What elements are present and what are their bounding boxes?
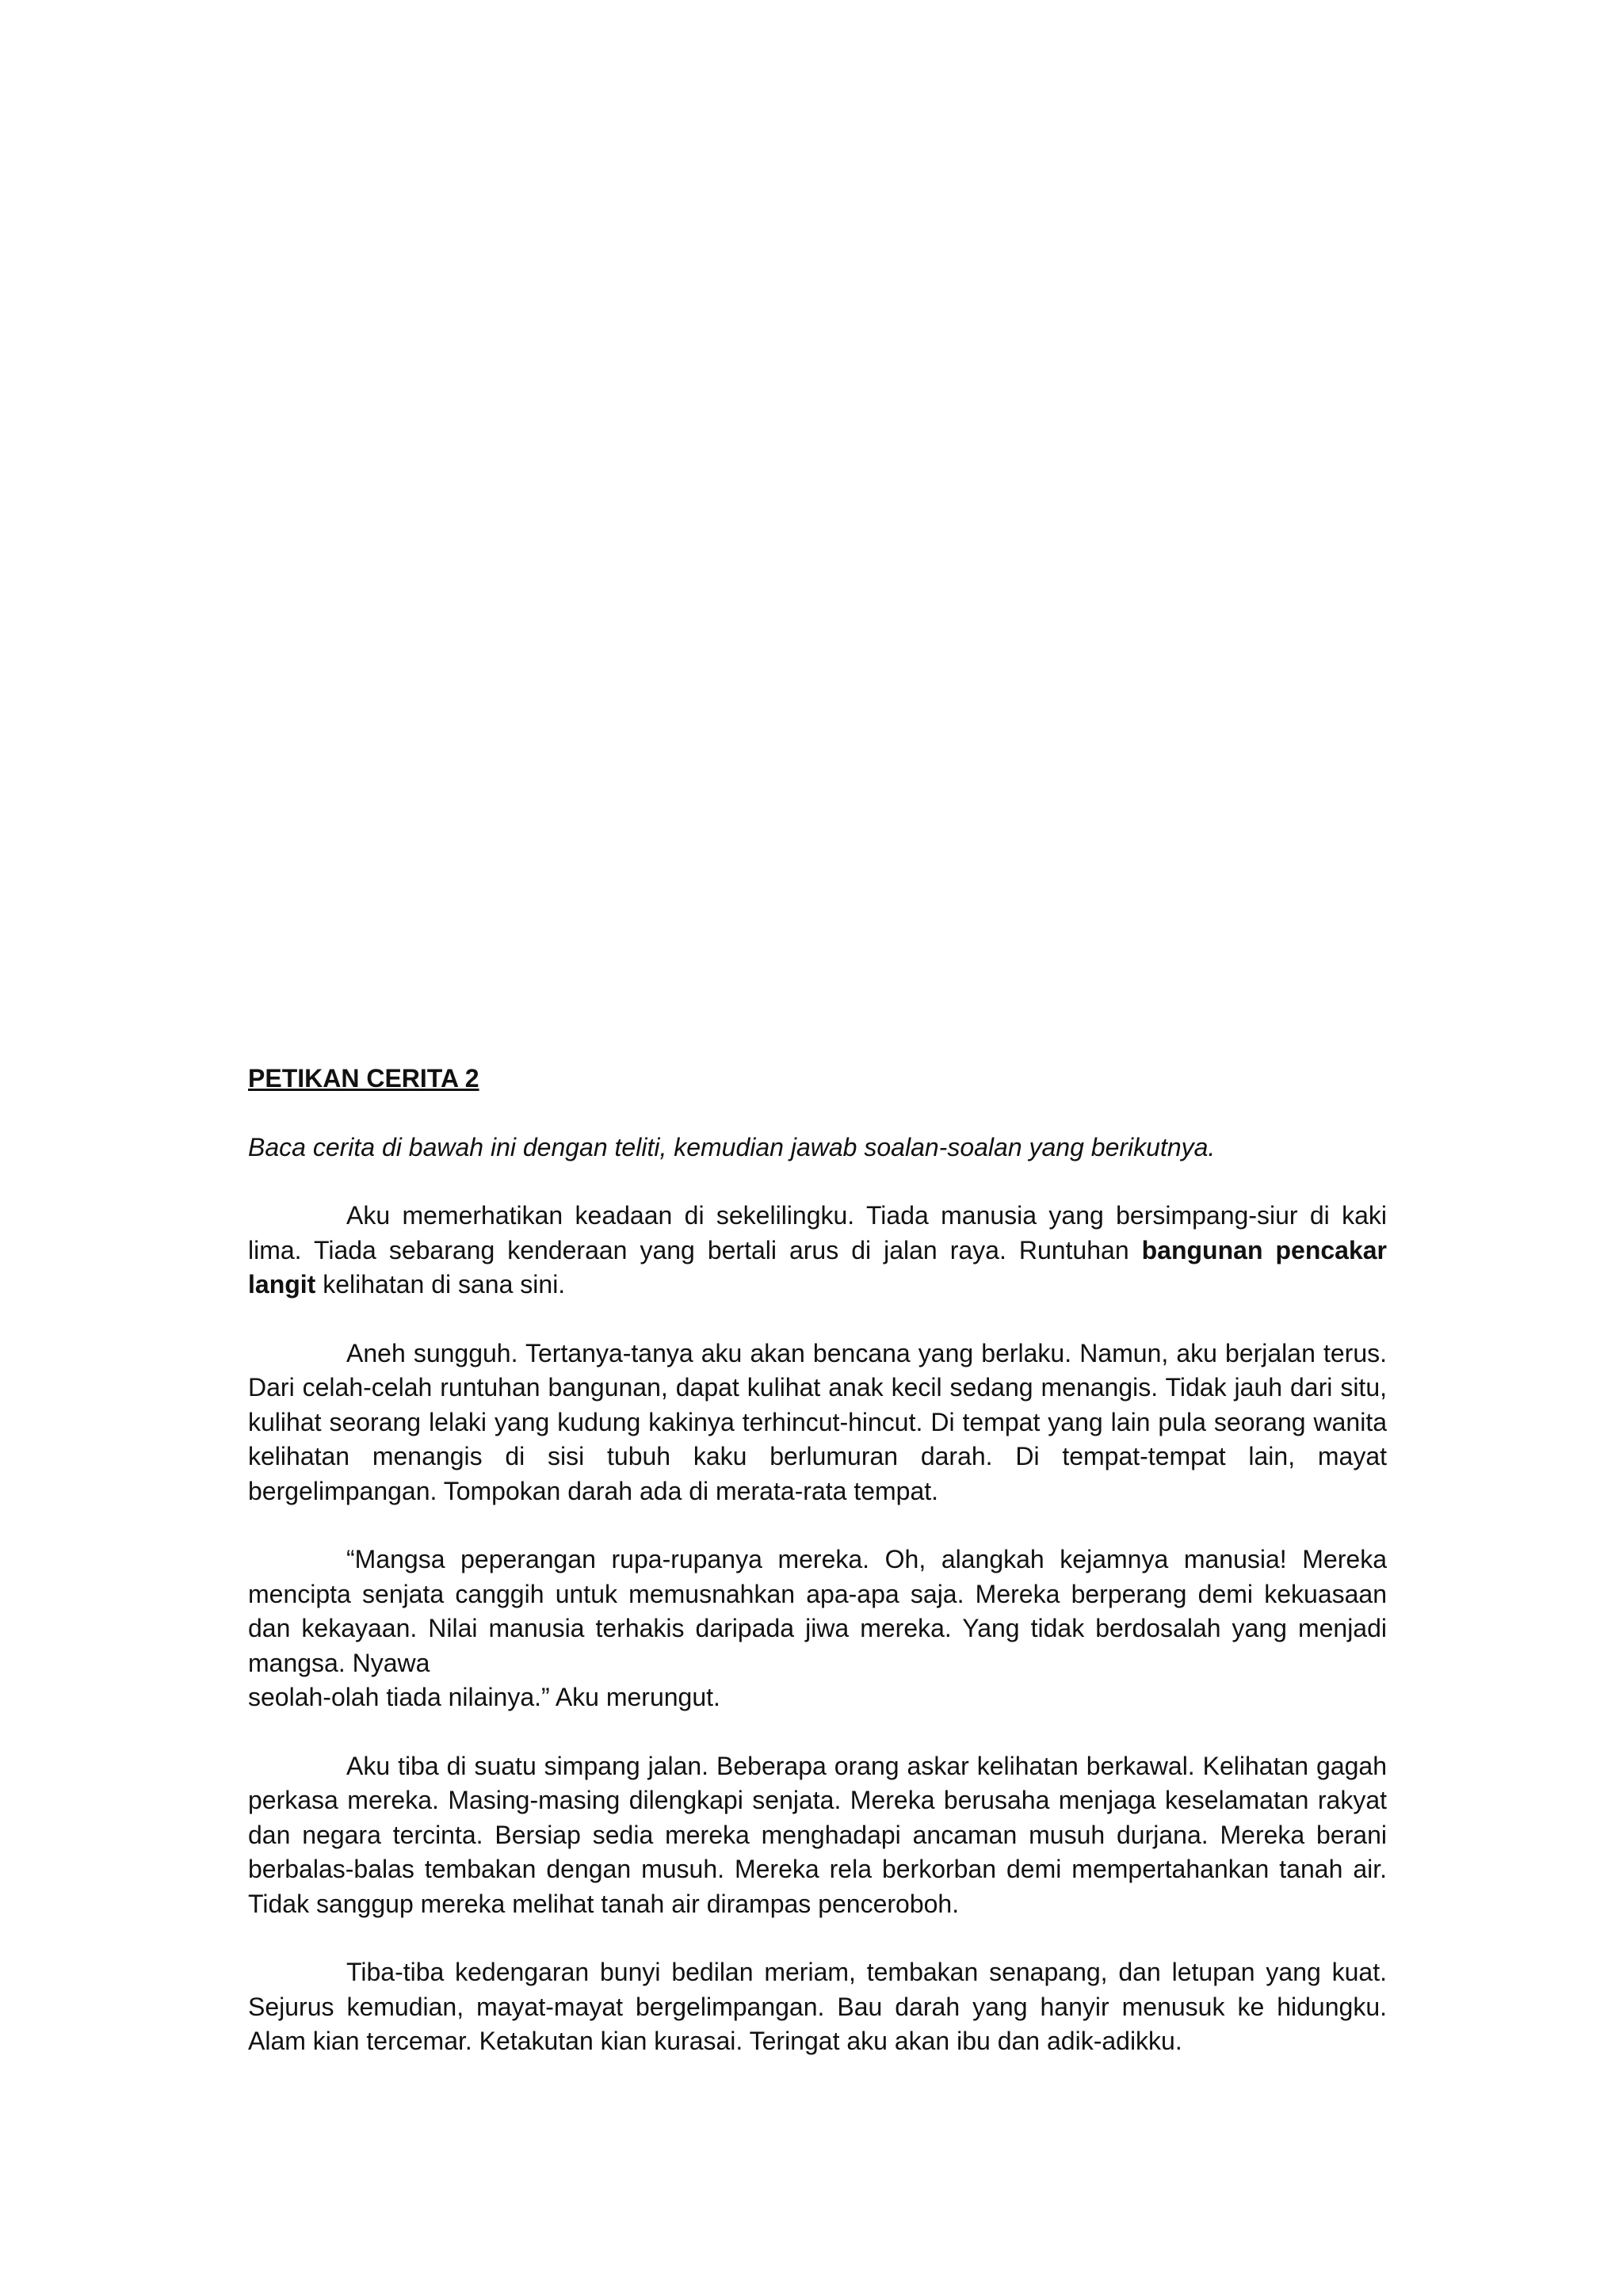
highlighted-phrase: bangunan pencakar langit [248,1235,1388,1299]
paragraph-5: Tiba-tiba kedengaran bunyi bedilan meriam, tembakan senapang, dan letupan yang kuat. Sejurus kemudian, mayat-mayat bergelimpangan. Bau darah yang hanyir menusuk ke hidungku. Alam kian tercemar. Ketakutan kian kurasai. Teringat aku akan ibu dan adik-adikku. [248,1958,1387,2055]
story-title: PETIKAN CERITA 2 [248,1064,479,1093]
document-body [248,1062,1387,2059]
paragraph-1-text-before: Aku memerhatikan keadaan di sekelilingku. Tiada manusia yang bersimpang-siur di kaki lima. Tiada sebarang kenderaan yang bertali arus di jalan raya. Runtuhan [248,1201,1387,1264]
paragraph-1-text-after: kelihatan di sana sini. [315,1270,566,1299]
paragraph-2: Aneh sungguh. Tertanya-tanya aku akan bencana yang berlaku. Namun, aku berjalan terus. Dari celah-celah runtuhan bangunan, dapat kulihat anak kecil sedang menangis. Tidak jauh dari situ, kulihat seorang lelaki yang kudung kakinya terhincut-hincut. Di tempat yang lain pula seorang wanita kelihatan menangis di sisi tubuh kaku berlumuran darah. Di tempat-tempat lain, mayat bergelimpangan. Tompokan darah ada di merata-rata tempat. [248,1338,1387,1505]
paragraph-3 [248,1543,1387,1715]
paragraph-4: Aku tiba di suatu simpang jalan. Beberapa orang askar kelihatan berkawal. Kelihatan gagah perkasa mereka. Masing-masing dilengkapi senjata. Mereka berusaha menjaga keselamatan rakyat dan negara tercinta. Bersiap sedia mereka menghadapi ancaman musuh durjana. Mereka berani berbalas-balas tembakan dengan musuh. Mereka rela berkorban demi mempertahankan tanah air. Tidak sanggup mereka melihat tanah air dirampas penceroboh. [248,1751,1387,1918]
paragraph-1 [248,1199,1387,1302]
reading-instruction: Baca cerita di bawah ini dengan teliti, kemudian jawab soalan-soalan yang berikutnya. [248,1132,1216,1161]
paragraph-3-text: “Mangsa peperangan rupa-rupanya mereka. Oh, alangkah kejamnya manusia! Mereka mencipta senjata canggih untuk memusnahkan apa-apa saja. Mereka berperang demi kekuasaan dan kekayaan. Nilai manusia terhakis daripada jiwa mereka. Yang tidak berdosalah yang menjadi mangsa. Nyawa [248,1545,1387,1677]
paragraph-3-continuation: seolah-olah tiada nilainya.” Aku merungut. [248,1683,720,1711]
